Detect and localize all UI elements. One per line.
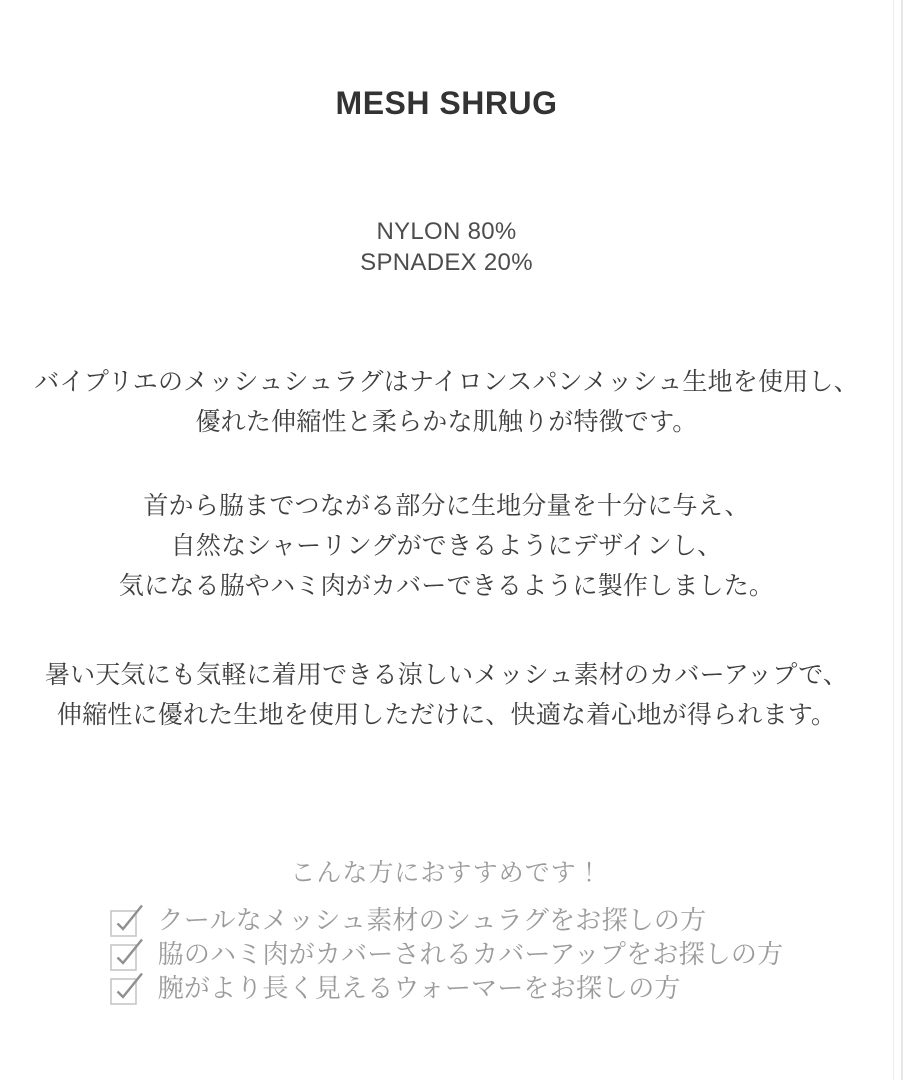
- recommendation-item-label: 腕がより長く見えるウォーマーをお探しの方: [157, 973, 681, 1003]
- recommendation-item: [110, 971, 784, 1005]
- paragraph-line: 伸縮性に優れた生地を使用しただけに、快適な着心地が得られます。: [56, 701, 837, 729]
- fabric-composition: [0, 216, 893, 278]
- recommendation-heading: こんな方におすすめです！: [290, 859, 603, 887]
- paragraph-line: 暑い天気にも気軽に着用できる涼しいメッシュ素材のカバーアップで、: [44, 661, 849, 689]
- recommendation-item: [110, 903, 784, 937]
- description-paragraph: [0, 486, 893, 606]
- paragraph-line: 気になる脇やハミ肉がカバーできるように製作しました。: [118, 572, 775, 600]
- scrollbar-track[interactable]: [893, 0, 903, 1080]
- composition-line: NYLON 80%: [376, 218, 517, 245]
- description-paragraph: [0, 362, 893, 442]
- page-title: MESH SHRUG: [335, 85, 558, 121]
- checkbox-checked-icon: [110, 971, 144, 1005]
- composition-line: SPNADEX 20%: [360, 249, 533, 276]
- checkbox-checked-icon: [110, 903, 144, 937]
- recommendation-item-label: クールなメッシュ素材のシュラグをお探しの方: [157, 905, 707, 935]
- paragraph-line: 自然なシャーリングができるようにデザインし、: [170, 532, 723, 560]
- description-paragraph: [0, 655, 893, 735]
- paragraph-line: 首から脇までつながる部分に生地分量を十分に与え、: [143, 492, 750, 520]
- recommendation-item-label: 脇のハミ肉がカバーされるカバーアップをお探しの方: [157, 939, 784, 969]
- recommendation-item: [110, 937, 784, 971]
- checkbox-checked-icon: [110, 937, 144, 971]
- recommendation-list: [110, 903, 784, 1005]
- paragraph-line: バイプリエのメッシュシュラグはナイロンスパンメッシュ生地を使用し、: [34, 368, 859, 396]
- paragraph-line: 優れた伸縮性と柔らかな肌触りが特徴です。: [195, 408, 698, 436]
